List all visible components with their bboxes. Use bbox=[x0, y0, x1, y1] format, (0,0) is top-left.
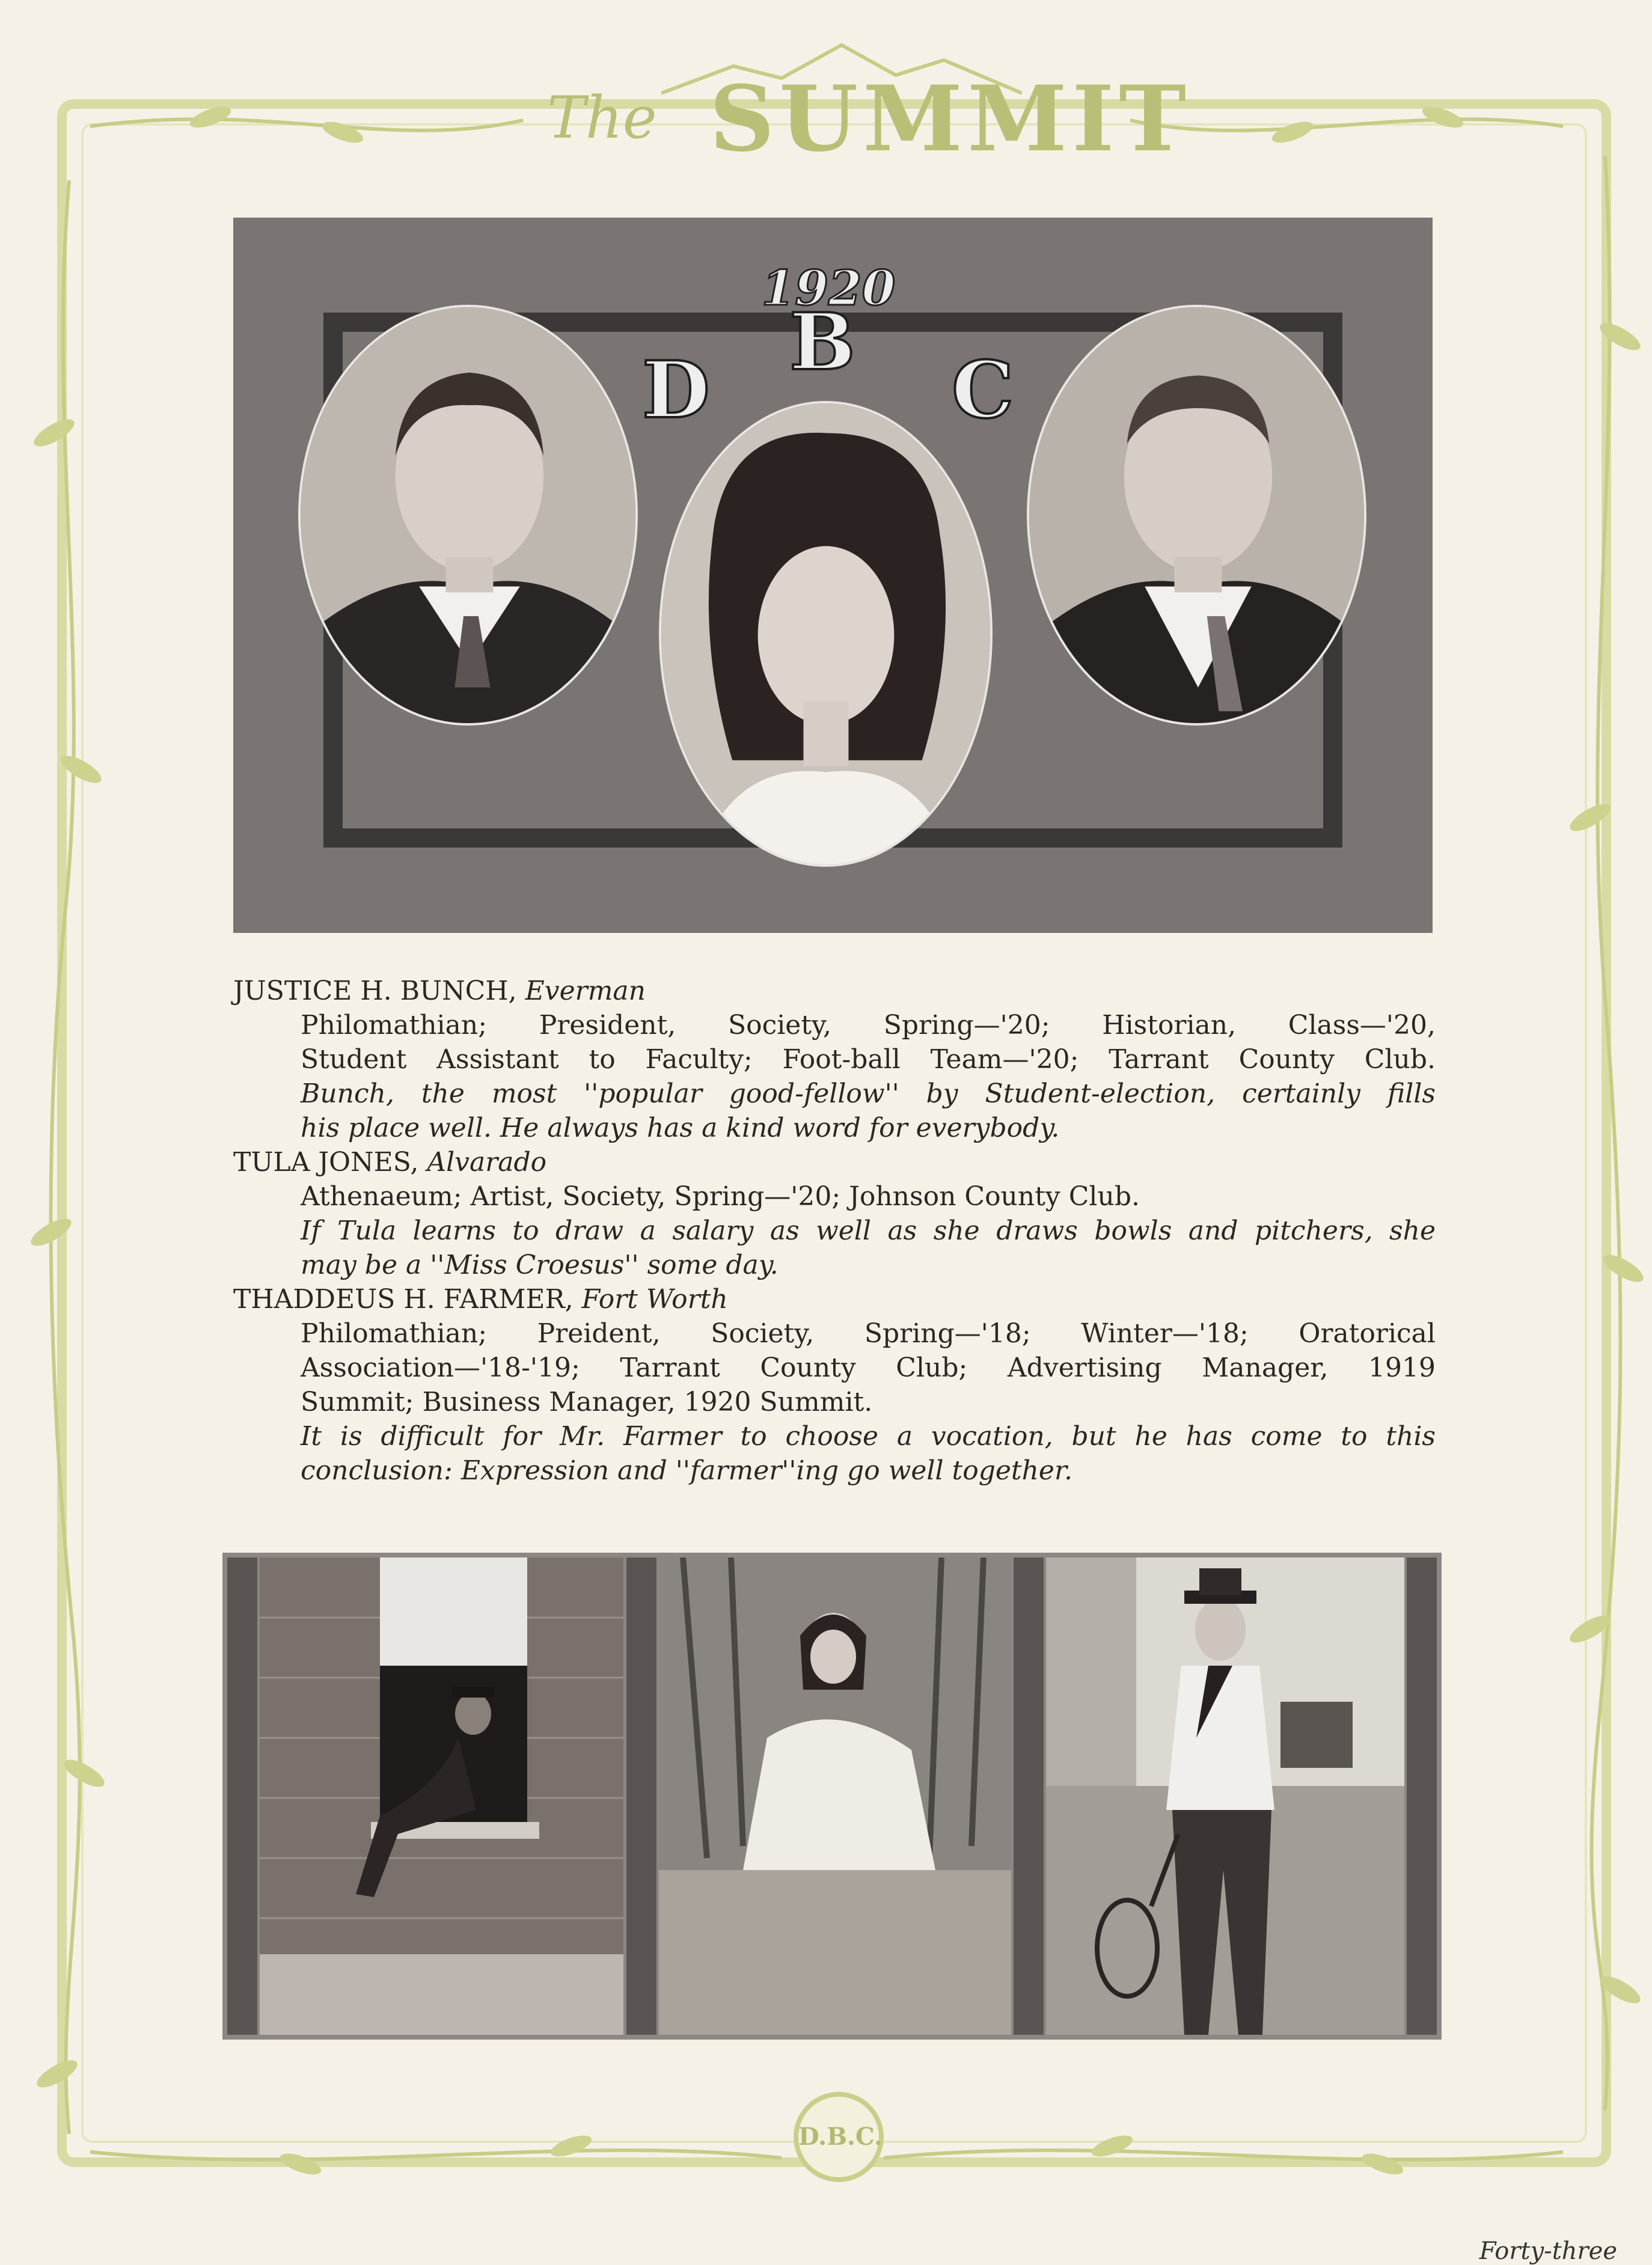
entry-quote: It is difficult for Mr. Farmer to choose a vocation, but he has come to this bbox=[301, 1421, 1436, 1452]
entry-name: JUSTICE H. BUNCH, bbox=[233, 976, 517, 1006]
entry-name-line bbox=[233, 1145, 1436, 1179]
entry-name-line bbox=[233, 1282, 1436, 1316]
monogram-letter-c: C bbox=[952, 344, 1014, 436]
entry-detail: Student Assistant to Faculty; Foot-ball Team—'20; Tarrant County Club. bbox=[301, 1044, 1436, 1075]
entry-hometown: Alvarado bbox=[427, 1147, 547, 1178]
film-edge-mid1 bbox=[626, 1557, 656, 2035]
entry-quote: If Tula learns to draw a salary as well as she draws bowls and pitchers, she bbox=[301, 1215, 1436, 1246]
entry-quote: may be a ''Miss Croesus'' some day. bbox=[301, 1250, 779, 1280]
header-the: The bbox=[547, 84, 657, 151]
vine-decoration-left bbox=[24, 180, 114, 2134]
entry-name-line bbox=[233, 974, 1436, 1008]
vine-decoration-right bbox=[1563, 156, 1647, 2110]
portrait-thaddeus-farmer bbox=[1027, 305, 1366, 726]
portrait-tula-jones bbox=[659, 401, 993, 867]
snapshot-panel bbox=[222, 1553, 1442, 2040]
snapshot-man-in-window bbox=[260, 1557, 623, 2035]
monogram-letter-d: D bbox=[642, 344, 710, 436]
film-edge-right bbox=[1407, 1557, 1437, 2035]
portrait-panel bbox=[233, 218, 1433, 933]
entry-quote: Bunch, the most ''popular good-fellow'' by Student-election, certainly fills bbox=[301, 1078, 1436, 1109]
snapshot-man-with-racket bbox=[1046, 1557, 1404, 2035]
class-year: 1920 bbox=[761, 260, 896, 316]
entry-detail: Philomathian; President, Society, Spring—'20; Historian, Class—'20, bbox=[301, 1010, 1436, 1041]
snapshot-girl-in-field bbox=[659, 1557, 1011, 2035]
entry-name: THADDEUS H. FARMER, bbox=[233, 1284, 574, 1315]
monogram-letter-b: B bbox=[789, 296, 855, 388]
film-edge-mid2 bbox=[1014, 1557, 1044, 2035]
entry-detail: Summit; Business Manager, 1920 Summit. bbox=[301, 1387, 873, 1417]
entry-detail: Athenaeum; Artist, Society, Spring—'20; Johnson County Club. bbox=[301, 1181, 1140, 1212]
yearbook-header bbox=[523, 42, 1192, 172]
film-edge-left bbox=[227, 1557, 257, 2035]
header-summit: SUMMIT bbox=[709, 66, 1192, 172]
entry-hometown: Fort Worth bbox=[581, 1284, 728, 1315]
entry-detail: Philomathian; Preident, Society, Spring—'18; Winter—'18; Oratorical bbox=[301, 1318, 1436, 1349]
entry-quote: his place well. He always has a kind word for everybody. bbox=[301, 1113, 1060, 1143]
page-number: Forty-three bbox=[1479, 2237, 1617, 2265]
dbc-seal: D.B.C. bbox=[794, 2092, 884, 2182]
entry-quote: conclusion: Expression and ''farmer''ing go well together. bbox=[301, 1455, 1073, 1486]
entry-name: TULA JONES, bbox=[233, 1147, 419, 1178]
biography-section bbox=[233, 974, 1436, 1488]
entry-hometown: Everman bbox=[525, 976, 646, 1006]
entry-detail: Association—'18-'19; Tarrant County Club; Advertising Manager, 1919 bbox=[301, 1353, 1436, 1383]
portrait-justice-bunch bbox=[298, 305, 638, 726]
